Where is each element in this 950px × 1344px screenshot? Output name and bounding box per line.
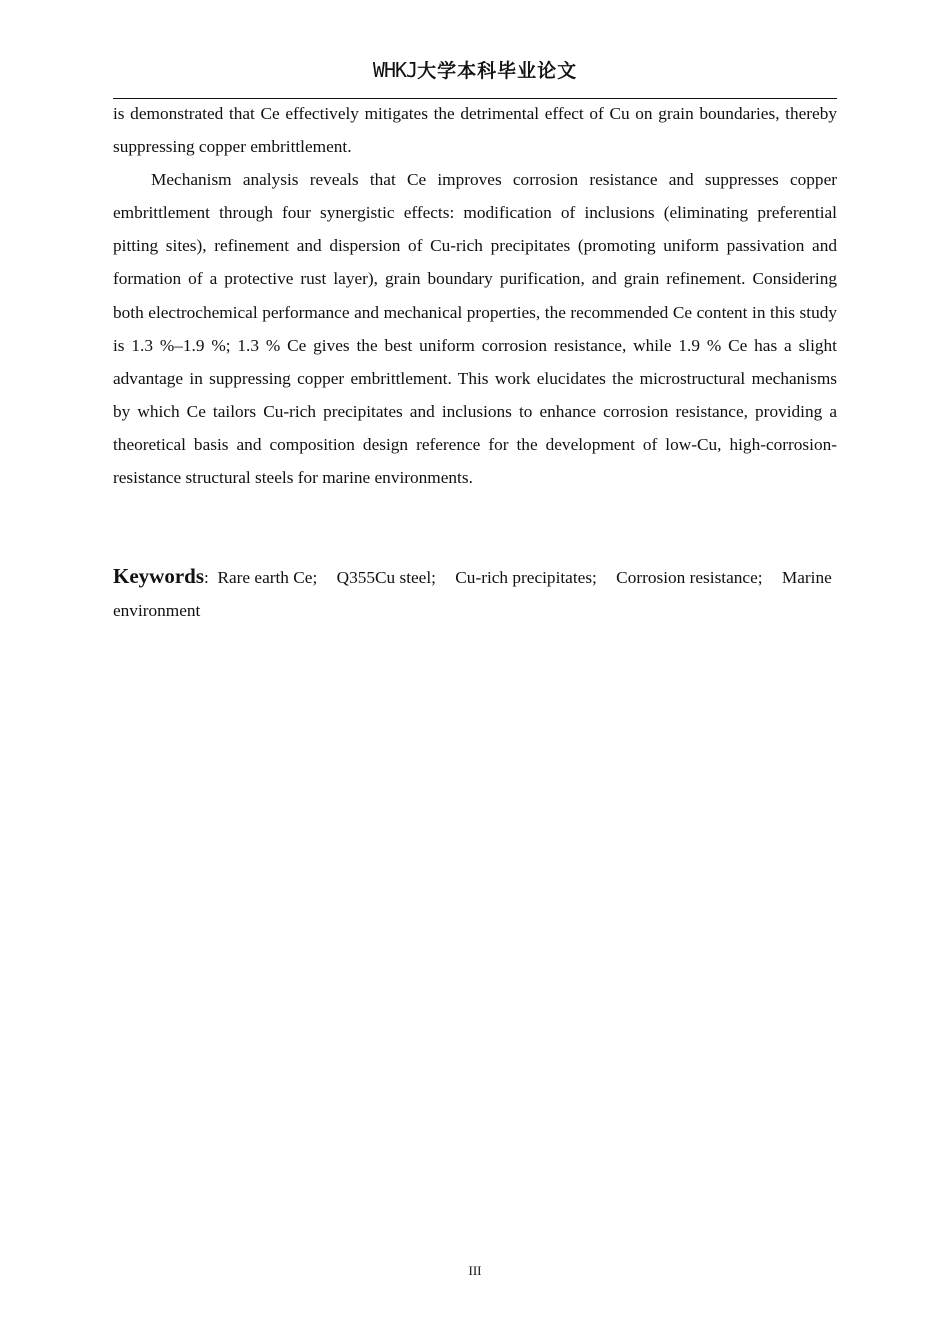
keyword-item: Rare earth Ce; (217, 568, 318, 587)
abstract-paragraph-mechanism: Mechanism analysis reveals that Ce improves corrosion resistance and suppresses copper embrittlement through four synergistic effects: modification of inclusions (eliminating preferential pitting sites), refinement and dispersion of Cu-rich precipitates (promoting uniform passivation and formation of a protective rust layer), grain boundary purification, and grain refinement. Considering both electrochemical performance and mechanical properties, the recommended Ce content in this study is 1.3 %–1.9 %; 1.3 % Ce gives the best uniform corrosion resistance, while 1.9 % Ce has a slight advantage in suppressing copper embrittlement. This work elucidates the microstructural mechanisms by which Ce tailors Cu-rich precipitates and inclusions to enhance corrosion resistance, providing a theoretical basis and composition design reference for the development of low-Cu, high-corrosion-resistance structural steels for marine environments. (113, 170, 837, 488)
keyword-item: Cu-rich precipitates; (455, 568, 597, 587)
keywords-separator: : (204, 568, 209, 587)
page-number: III (468, 1263, 482, 1278)
keyword-item: Marine environment (113, 568, 832, 620)
keyword-item: Q355Cu steel; (336, 568, 436, 587)
abstract-body (113, 97, 837, 494)
header-university-code: WHKJ (372, 58, 418, 82)
keywords-label: Keywords (113, 564, 204, 588)
keyword-item: Corrosion resistance; (616, 568, 763, 587)
page-header (113, 56, 837, 85)
keywords-section (113, 560, 837, 627)
abstract-paragraph-continued: is demonstrated that Ce effectively mitigates the detrimental effect of Cu on grain boundaries, thereby suppressing copper embrittlement. (113, 104, 837, 157)
header-thesis-title: 大学本科毕业论文 (417, 60, 578, 82)
